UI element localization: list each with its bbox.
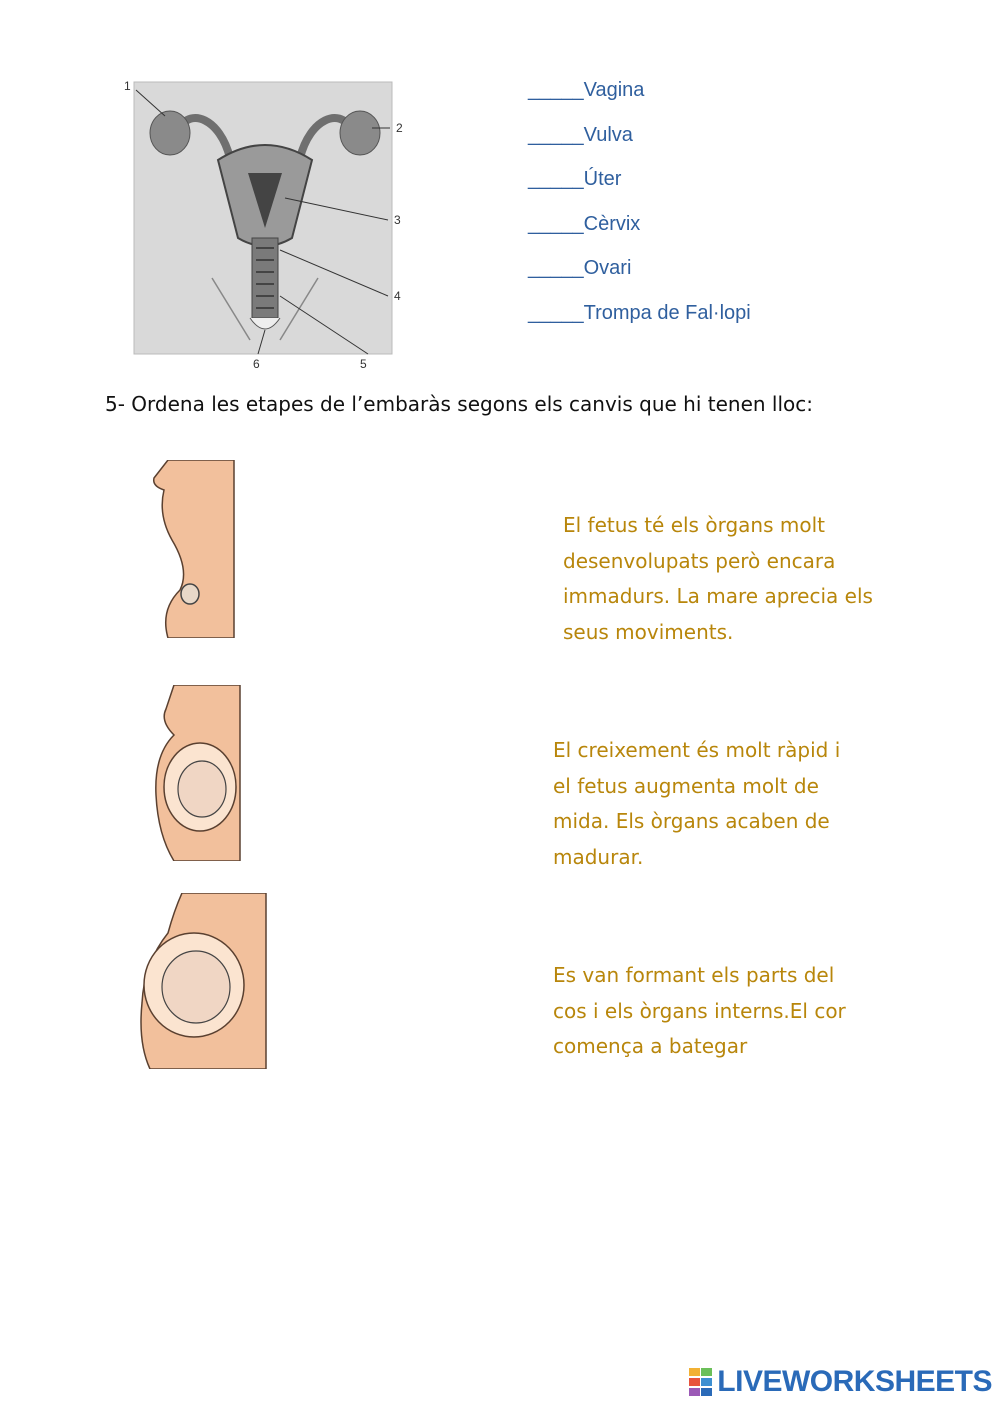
label-row-uter <box>528 163 888 208</box>
logo-icon <box>689 1368 713 1396</box>
label-row-ovari <box>528 252 888 297</box>
description-line: mida. Els òrgans acaben de <box>553 809 830 833</box>
stage-description-2 <box>553 733 913 875</box>
description-line: cos i els òrgans interns.El cor <box>553 998 846 1023</box>
label-row-vagina <box>528 74 888 119</box>
diagram-number-6: 6 <box>253 357 260 370</box>
answer-blank[interactable]: _____ <box>528 301 584 324</box>
organ-label-list <box>528 74 888 341</box>
label-text: Trompa de Fal·lopi <box>583 301 751 324</box>
label-text: Úter <box>583 168 622 190</box>
label-row-vulva <box>528 119 888 164</box>
reproductive-system-diagram <box>120 78 410 370</box>
label-row-trompa <box>528 297 888 342</box>
diagram-number-2: 2 <box>396 121 403 135</box>
description-line: desenvolupats però encara <box>563 548 836 573</box>
diagram-number-5: 5 <box>360 357 367 370</box>
question-5: 5- Ordena les etapes de l’embaràs segons els canvis que hi tenen lloc: <box>105 392 813 416</box>
label-row-cervix <box>528 208 888 253</box>
label-text: Vagina <box>583 79 645 101</box>
pregnancy-figure-late <box>138 893 270 1069</box>
diagram-number-1: 1 <box>124 79 131 93</box>
label-text: Ovari <box>583 257 632 279</box>
stage-description-1 <box>563 508 923 650</box>
pregnancy-figure-early <box>138 460 248 638</box>
answer-blank[interactable]: _____ <box>528 168 584 190</box>
stage-description-3 <box>553 958 913 1065</box>
diagram-number-4: 4 <box>394 289 401 303</box>
liveworksheets-logo <box>689 1365 992 1399</box>
answer-blank[interactable]: _____ <box>528 79 584 101</box>
description-line: Es van formant els parts del <box>553 963 835 987</box>
answer-blank[interactable]: _____ <box>528 257 584 279</box>
description-line: immadurs. La mare aprecia els <box>563 584 873 608</box>
description-line: comença a bategar <box>553 1034 748 1058</box>
pregnancy-figure-mid <box>150 685 270 861</box>
description-line: El fetus té els òrgans molt <box>563 513 825 537</box>
answer-blank[interactable]: _____ <box>528 212 584 235</box>
answer-blank[interactable]: _____ <box>528 123 584 146</box>
description-line: El creixement és molt ràpid i <box>553 738 841 762</box>
label-text: Cèrvix <box>583 212 641 235</box>
description-line: el fetus augmenta molt de <box>553 773 819 798</box>
logo-text: LIVEWORKSHEETS <box>717 1365 992 1398</box>
description-line: seus moviments. <box>563 619 734 644</box>
diagram-number-3: 3 <box>394 213 401 227</box>
description-line: madurar. <box>553 844 644 869</box>
label-text: Vulva <box>583 123 633 146</box>
